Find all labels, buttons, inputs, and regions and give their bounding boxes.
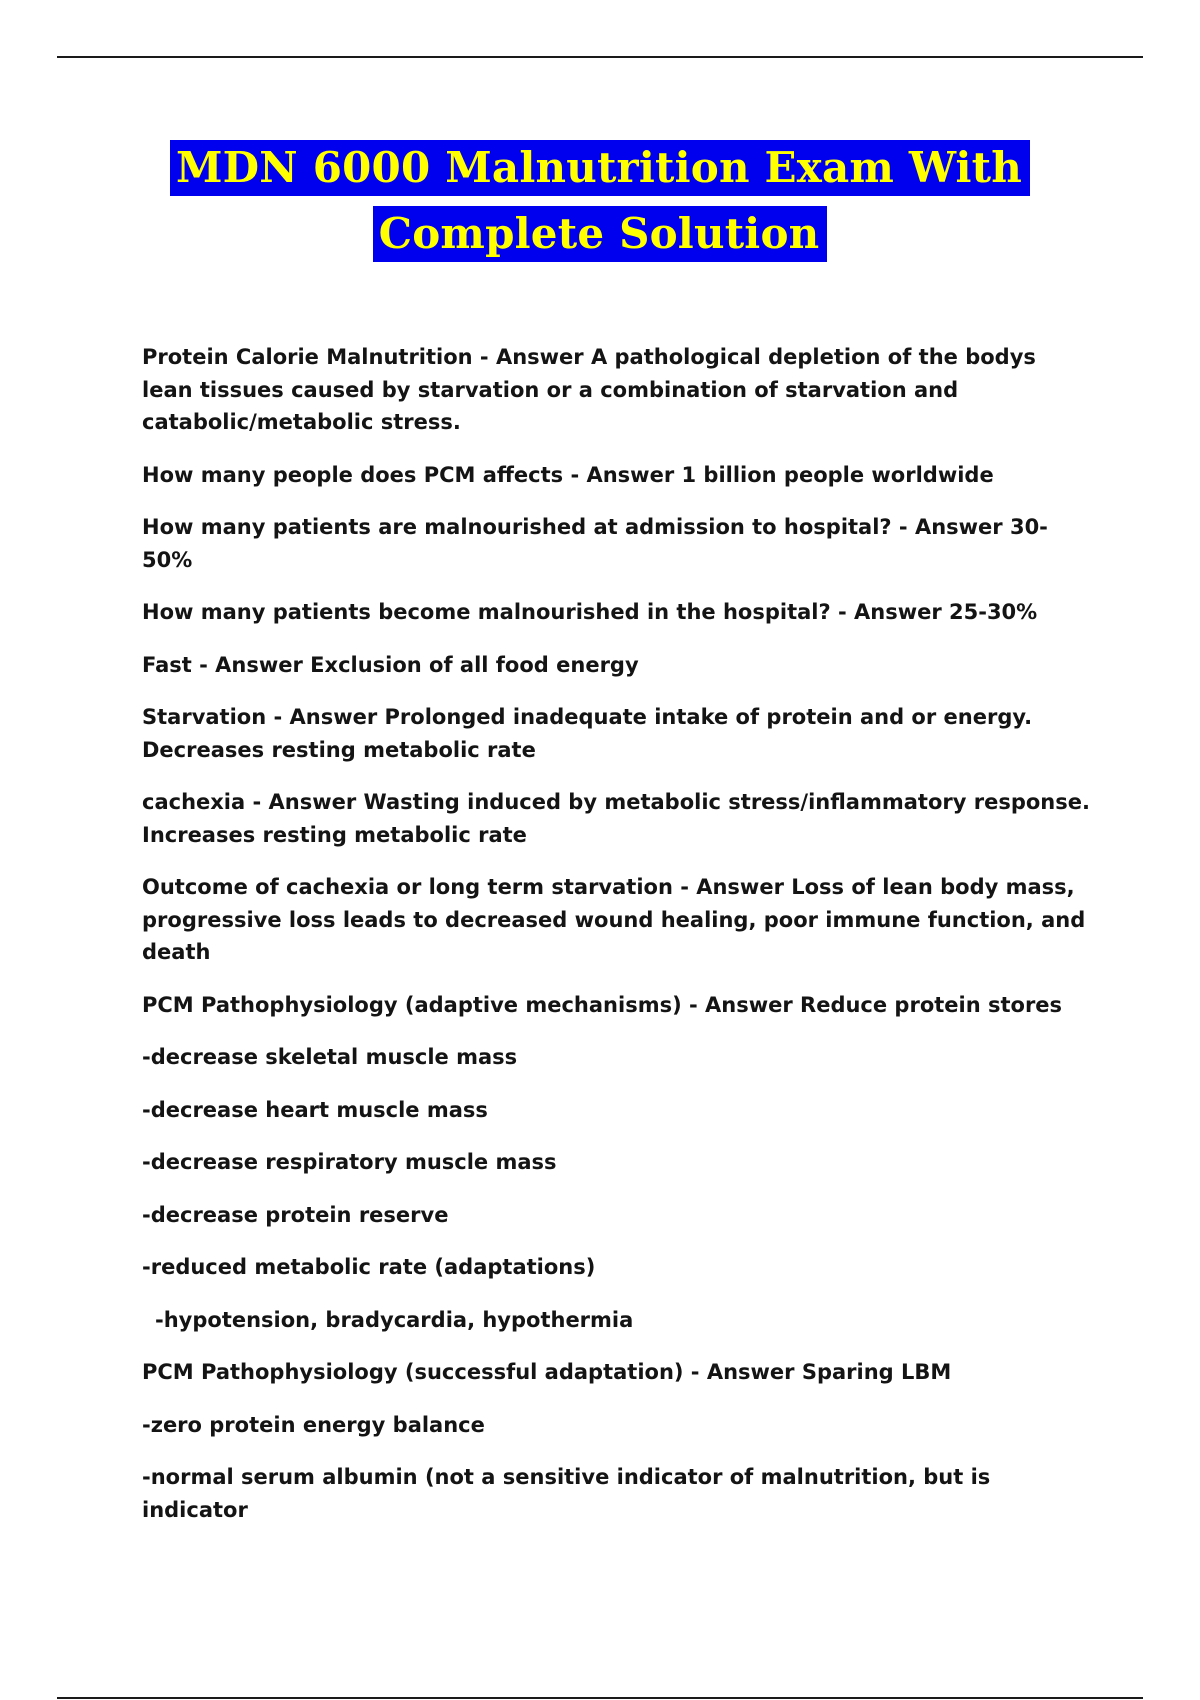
qa-item-fast: Fast - Answer Exclusion of all food energy (142, 652, 639, 677)
qa-item-starvation: Starvation - Answer Prolonged inadequate intake of protein and or energy. Decreases resting metabolic rate (142, 705, 1033, 762)
list-item: -zero protein energy balance (142, 1412, 485, 1437)
qa-item-cachexia: cachexia - Answer Wasting induced by metabolic stress/inflammatory response. Increases resting metabolic rate (142, 790, 1090, 847)
qa-item-outcome-cachexia: Outcome of cachexia or long term starvation - Answer Loss of lean body mass, progressive loss leads to decreased wound healing, poor immune function, and death (142, 875, 1086, 964)
list-item: -normal serum albumin (not a sensitive indicator of malnutrition, but is indicator (142, 1465, 991, 1522)
top-divider (57, 56, 1143, 58)
qa-item-pcm-affects: How many people does PCM affects - Answer 1 billion people worldwide (142, 462, 994, 487)
qa-item-pcm-successful-adaptation: PCM Pathophysiology (successful adaptation) - Answer Sparing LBM (142, 1360, 952, 1384)
qa-item-protein-calorie-malnutrition: Protein Calorie Malnutrition - Answer A pathological depletion of the bodys lean tissues caused by starvation or a combination of starvation and catabolic/metabolic stress. (142, 345, 1036, 434)
list-item: -decrease protein reserve (142, 1202, 449, 1227)
title-line-2: Complete Solution (373, 206, 828, 262)
qa-item-malnourished-in-hospital: How many patients become malnourished in the hospital? - Answer 25-30% (142, 600, 1038, 624)
list-item: -decrease heart muscle mass (142, 1097, 488, 1122)
document-title (0, 140, 1200, 262)
list-item: -decrease skeletal muscle mass (142, 1045, 518, 1069)
list-item: -reduced metabolic rate (adaptations) (142, 1255, 596, 1279)
list-item: -decrease respiratory muscle mass (142, 1150, 557, 1174)
list-sub-item: -hypotension, bradycardia, hypothermia (155, 1307, 634, 1332)
qa-item-pcm-adaptive-mechanisms: PCM Pathophysiology (adaptive mechanisms) - Answer Reduce protein stores (142, 992, 1063, 1017)
bottom-divider (57, 1697, 1143, 1699)
document-body (142, 341, 1092, 1546)
qa-item-malnourished-admission: How many patients are malnourished at admission to hospital? - Answer 30-50% (142, 515, 1048, 572)
title-line-1: MDN 6000 Malnutrition Exam With (170, 140, 1030, 196)
